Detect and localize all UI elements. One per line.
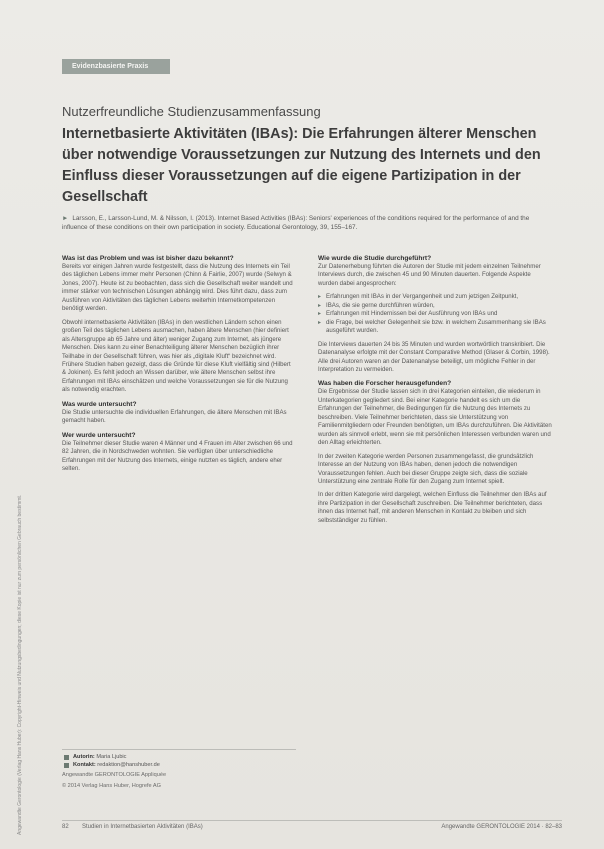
section-paragraph: Die Ergebnisse der Studie lassen sich in drei Kategorien einteilen, die wiederum in Unterkategorien gegliedert sind. Bei einer Kategorie handelt es sich um die Erfahrungen der Teilnehmer, die Bedingungen für die Nutzung des Internets zu beschreiben. Viele Teilnehmer berichteten, dass sie Unterstützung von Familienmitgliedern oder Freunden benötigten, um IBAs durchzuführen. Die Aktivitäten wurden als sinnvoll erlebt, wenn sie mit persönlichen Interessen verbunden waren und den Alltag erleichterten. <box>318 388 552 447</box>
section-tag: Evidenzbasierte Praxis <box>62 59 170 74</box>
contact-row <box>62 762 296 770</box>
issue-reference: Angewandte GERONTOLOGIE 2014 · 82–83 <box>441 824 562 830</box>
article-subtitle: Nutzerfreundliche Studienzusammenfassung <box>62 104 321 119</box>
square-bullet-icon <box>64 763 69 768</box>
citation <box>62 214 552 233</box>
contact-value[interactable]: redaktion@hanshuber.de <box>97 761 160 768</box>
right-column <box>318 254 552 530</box>
page-number: 82 <box>62 824 69 830</box>
section-paragraph: Die Studie untersuchte die individuellen Erfahrungen, die ältere Menschen mit IBAs gemacht haben. <box>62 408 287 425</box>
section-paragraph: In der dritten Kategorie wird dargelegt, welchen Einfluss die Teilnehmer den IBAs auf ihre Partizipation in der Gesellschaft zuschreiben. Die Teilnehmer berichteten, dass ihnen das Internet half, mit anderen Menschen in Kontakt zu bleiben und sich selbstständiger zu fühlen. <box>318 491 547 524</box>
citation-text: Larsson, E., Larsson-Lund, M. & Nilsson, I. (2013). Internet Based Activities (IBAs): Seniors' experiences of the conditions required for the performance of and the influence of these conditions on their own participation in society. Educational Gerontology, 39, 155–167. <box>62 215 530 232</box>
section-heading: Wie wurde die Studie durchgeführt? <box>318 255 432 262</box>
left-column <box>62 254 296 479</box>
copyright-side-note: Angewandte Gerontologie (Verlag Hans Huber): Copyright-Hinweis und Nutzungsbedingungen; diese Kopie ist nur zum persönlichen Gebrauch bestimmt. <box>17 494 23 835</box>
section-heading: Was haben die Forscher herausgefunden? <box>318 380 452 388</box>
author-row <box>62 754 296 762</box>
section-paragraph: Die Teilnehmer dieser Studie waren 4 Männer und 4 Frauen im Alter zwischen 66 und 82 Jahren, die in Nordschweden wohnten. Sie verfügten über unterschiedliche Erfahrungen mit der Nutzung des Internets, einige nutzten es täglich, andere eher selten. <box>62 439 293 473</box>
section-paragraph: Bereits vor einigen Jahren wurde festgestellt, dass die Nutzung des Internets ein Teil des täglichen Lebens immer mehr Personen (Chinn & Fairlie, 2007) wurde (Selwyn & Jones, 2007). Heute ist zu beobachten, dass sich die Gesellschaft weiter wandelt und immer stärker von technischen Lösungen abhängig wird. Dies führt dazu, dass zum Ausführen von Aktivitäten des täglichen Lebens weiterhin Internetkompetenzen benötigt werden. <box>62 263 293 313</box>
journal-name: Studien in Internetbasierten Aktivitäten (IBAs) <box>82 824 203 830</box>
article-title: Internetbasierte Aktivitäten (IBAs): Die Erfahrungen älterer Menschen über notwendige Voraussetzungen zur Nutzung des Internets und den Einfluss dieser Voraussetzungen auf die eigene Partizipation in der Gesellschaft <box>62 126 541 205</box>
list-item: ▸ Erfahrungen mit IBAs in der Vergangenheit und zum jetzigen Zeitpunkt, <box>318 293 552 301</box>
square-bullet-icon <box>64 755 69 760</box>
section-heading: Was ist das Problem und was ist bisher dazu bekannt? <box>62 255 234 262</box>
author-box <box>62 749 296 790</box>
author-meta-1: Angewandte GERONTOLOGIE Appliquée <box>62 772 167 779</box>
section-paragraph: Obwohl internetbasierte Aktivitäten (IBAs) in den westlichen Ländern schon einen großen Teil des täglichen Lebens ausmachen, haben ältere Menschen (hier definiert als Altersgruppe ab 65 Jahre und älter) weniger Zugang zum Internet, als jüngere Menschen. Dies kann zu einer Benachteiligung älterer Menschen bezüglich ihrer Teilhabe in der Gesellschaft führen, was hier als „digitale Kluft“ bezeichnet wird. Frühere Studien haben gezeigt, dass die Gründe für diese Kluft vielfältig sind (Hilbert & Jokinen). Es fehlt jedoch an Wissen darüber, wie ältere Menschen selbst ihre Erfahrungen mit IBAs einschätzen und welche Voraussetzungen sie für die Nutzung als notwendig erachten. <box>62 318 291 394</box>
bullet-list <box>318 293 552 335</box>
section-heading: Was wurde untersucht? <box>62 400 137 408</box>
page-footer <box>62 820 562 831</box>
section-paragraph: In der zweiten Kategorie werden Personen zusammengefasst, die grundsätzlich Interesse an der Nutzung von IBAs haben, denen jedoch die notwendigen Voraussetzungen fehlen. Auch bei dieser Gruppe zeigte sich, dass die soziale Unterstützung eine zentrale Rolle für den Zugang zum Internet spielt. <box>318 452 534 485</box>
author-label: Autorin: <box>73 754 95 760</box>
author-meta-2: © 2014 Verlag Hans Huber, Hogrefe AG <box>62 782 161 789</box>
contact-label: Kontakt: <box>73 761 96 768</box>
list-item: ▸ die Frage, bei welcher Gelegenheit sie bzw. in welchem Zusammenhang sie IBAs ausgeführt wurden. <box>318 319 552 336</box>
list-item: ▸ IBAs, die sie gerne durchführen würden, <box>318 302 552 310</box>
section-paragraph: Zur Datenerhebung führten die Autoren der Studie mit jedem einzelnen Teilnehmer Interviews durch, die zwischen 45 und 90 Minuten dauerten. Folgende Aspekte wurden dabei angesprochen: <box>318 263 541 287</box>
triangle-bullet-icon: ► <box>62 215 69 222</box>
author-value: Maria Ljubic <box>96 754 127 760</box>
list-item: ▸ Erfahrungen mit Hindernissen bei der Ausführung von IBAs und <box>318 310 552 318</box>
section-paragraph: Die Interviews dauerten 24 bis 35 Minuten und wurden wortwörtlich transkribiert. Die Datenanalyse erfolgte mit der Constant Comparative Method (Glaser & Corbin, 1998). Alle drei Autoren waren an der Datenanalyse beteiligt, um mögliche Fehler in der Interpretation zu vermeiden. <box>318 340 550 373</box>
section-heading: Wer wurde untersucht? <box>62 431 136 439</box>
